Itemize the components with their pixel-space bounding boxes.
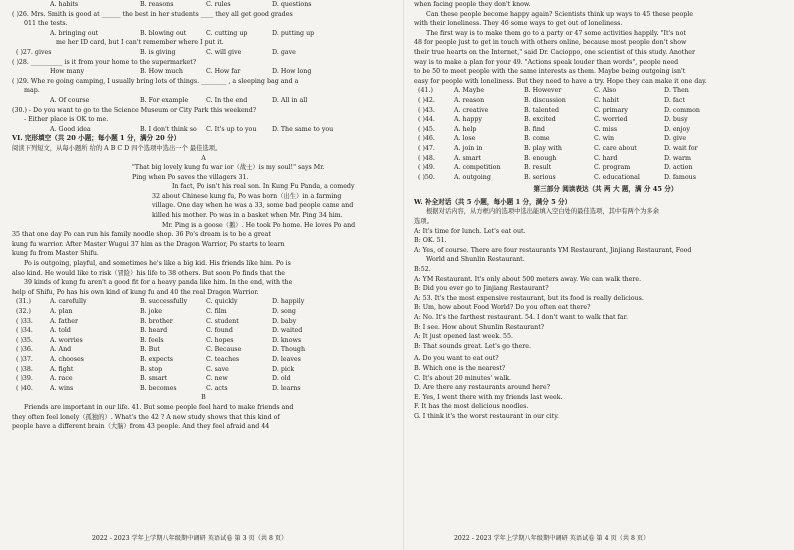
answer-option: E. Yes, I went there with my friends last week. xyxy=(414,393,563,401)
question-30-options: A. Good idea B. I don't think so C. It's up to you D. The same to you xyxy=(50,125,334,133)
question-30: (30.) - Do you want to go to the Science Museum or City Park this weekend? xyxy=(12,106,257,114)
passage-b: Friends are important in our life. 41. But some people feel hard to make friends and they often feel lonely（孤独的）. What's the 42 ? A new study shows that this kind of people have a different brain（大脑）from 43 people. And they feel afraid and 44 xyxy=(12,403,294,431)
question-row: (31.) A. carefully B. successfully C. quickly D. happily xyxy=(16,298,305,306)
answer-options-box xyxy=(414,354,794,421)
right-page xyxy=(414,0,794,550)
question-row: ( )44. A. happy B. excited C. worried D. busy xyxy=(418,116,688,124)
dialog: A: It's time for lunch. Let's eat out. B: OK. 51. A: Yes, of course. There are four restaurants YM Restaurant, Jinjiang Restaurant, Food World and Shunlin Restaurant. B:52. A: YM Restaurant. It's only about 500 meters away. We can walk there. B: Did you ever go to Jinjiang Restaurant? A: 53. It's the most expensive restaurant, but its food is really delicious. B: Um, how about Food World? Do you often eat there? A: No. It's the farthest restaurant. 54. I don't want to walk that far. B: I see. How about Shunlin Restaurant? A: It just opened last week. 55. B: That sounds great. Let's go there. xyxy=(414,227,692,350)
section-7-instructions-cont: 选项。 xyxy=(414,218,433,226)
answer-option: A. Do you want to eat out? xyxy=(414,355,499,363)
question-30-cont: - Either place is OK to me. xyxy=(24,116,109,124)
answer-option: G. I think it's the worst restaurant in our city. xyxy=(414,412,559,420)
section-6-instructions: 阅读下列短文，从每小题所 给的 A B C D 四个选项中选出一个 最佳选项。 xyxy=(12,144,222,152)
answer-option: F. It has the most delicious noodles. xyxy=(414,403,529,411)
page-footer: 2022 - 2023 学年上学期八年级期中调研 英语试卷 第 4 页（共 8 页） xyxy=(454,535,650,543)
question-row: ( )39. A. race B. smart C. new D. old xyxy=(16,375,291,383)
question-26-options: A. bringing out B. blowing out C. cutting up D. putting up xyxy=(50,29,315,37)
page-footer: 2022 - 2023 学年上学期八年级期中调研 英语试卷 第 3 页（共 8 页） xyxy=(92,535,288,543)
answer-option: C. It's about 20 minutes' walk. xyxy=(414,374,512,382)
question-row: ( )48. A. smart B. enough C. hard D. warm xyxy=(418,154,691,162)
answer-option: D. Are there any restaurants around here? xyxy=(414,384,551,392)
left-page xyxy=(12,0,395,550)
question-row: ( )43. A. creative B. talented C. primary D. common xyxy=(418,106,700,114)
question-row: ( )50. A. outgoing B. serious C. educational D. famous xyxy=(418,173,696,181)
question-row: ( )37. A. chooses B. expects C. teaches D. leaves xyxy=(16,355,301,363)
part-3-title: 第三部分 阅读表达（共 两 大 题，满 分 45 分） xyxy=(533,185,678,194)
question-26-cont: 011 the tests. xyxy=(24,20,68,28)
question-row: ( )36. A. And B. But C. Because D. Though xyxy=(16,346,306,354)
question-row: ( )38. A. fight B. stop C. save D. pick xyxy=(16,365,295,373)
passage-a: "That big lovely kung fu war ior（战士）is my soul!" says Mr. Ping when Po saves the villagers 31. In fact, Po isn't his real son. In Kung Fu Panda, a comedy 32 about Chinese kung fu, Po was born（出生）in a farming village. One day when he was a 33, some bad people came and killed his mother. Po was in a basket when Mr. Ping 34 him. Mr. Ping is a goose（鹅）. He took Po home. He loves Po and 35 that one day Po can run his family noodle shop. 36 Po's dream is to be a great kung fu warrior. After Master Wugui 37 him as the Dragon Warrior, Po starts to learn kung fu from Master Shifu. Po is outgoing, playful, and sometimes he's like a big kid. His friends like him. Po is also kind. He would like to risk（冒险）his life to 38 others. But soon Po finds that the 39 kinds of kung fu aren't a good fit for a heavy panda like him. In the end, with the help of Shifu, Po has his own kind of kung fu and 40 the real Dragon Warrior. xyxy=(12,164,356,296)
question-row: ( )46. A. lose B. come C. win D. give xyxy=(418,135,687,143)
answer-option: B. Which one is the nearest? xyxy=(414,364,506,372)
section-7-title: W. 补全对话（共 5 小题，每小题 1 分，满分 5 分） xyxy=(414,197,572,206)
question-row: ( )49. A. competition B. result C. program D. action xyxy=(418,164,693,172)
question-29-cont: map. xyxy=(24,87,40,95)
question-row: ( )34. A. told B. heard C. found D. waited xyxy=(16,327,303,335)
page-divider xyxy=(403,0,404,550)
question-28: ( )28. __________ is it from your home to the supermarket? xyxy=(12,58,197,66)
question-27-options: ( )27. gives B. is giving C. will give D. gave xyxy=(16,48,296,56)
question-row: ( )45. A. help B. find C. miss D. enjoy xyxy=(418,125,690,133)
question-row: (41.) A. Maybe B. However C. Also D. Then xyxy=(418,87,689,95)
question-row: ( )42. A. reason B. discussion C. habit D. fact xyxy=(418,96,685,104)
passage-a-label: A xyxy=(201,154,206,162)
question-row: (32.) A. plan B. joke C. film D. song xyxy=(16,308,296,315)
passage-b-continued: when facing people they don't know. Can these people become happy again? Scientists think up ways to 45 these people with their loneliness. They 46 some ways to get out of loneliness. The first way is to make them go to a party or 47 some activities happily. "It's not 48 for people just to get in touch with others online, because most people don't show their true hearts on the Internet," said Dr. Cacioppo, one scientist of this study. Another way is to make a plan for your 49. "Actions speak louder than words", people need to be 50 to meet people with the same interests as them. Maybe being outgoing isn't easy for people with loneliness. But they need to have a try. Hope they can make it one day. xyxy=(414,1,707,85)
question-row: ( )33. A. father B. brother C. student D. baby xyxy=(16,317,297,325)
section-6-title: VI. 完形填空（共 20 小题；每小题 1 分，满分 20 分） xyxy=(12,134,181,143)
question-29: ( )29. Whe re going camping, I usually bring lots of things. ________ , a sleeping bag and a xyxy=(12,77,299,85)
passage-b-questions xyxy=(414,86,794,182)
question-row: ( )35. A. worries B. feels C. hopes D. knows xyxy=(16,336,302,344)
question-29-options: A. Of course B. For example C. In the end D. All in all xyxy=(50,96,308,104)
question-row: ( )47. A. join in B. play with C. care about D. wait for xyxy=(418,144,698,152)
section-7-instructions: 根据对话内容，从方框内的选项中选出能填入空白处的最佳选项，其中有两个为多余 xyxy=(426,208,659,216)
question-options-row: A. habits B. reasons C. rules D. questions xyxy=(50,1,312,8)
question-27: me her ID card, but I can't remember where I put it. xyxy=(56,39,224,47)
passage-a-questions xyxy=(12,297,395,393)
passage-b-label: B xyxy=(201,394,206,402)
question-28-options: How many B. How much C. How far D. How long xyxy=(50,68,312,76)
question-row: ( )40. A. wins B. becomes C. acts D. learns xyxy=(16,384,301,392)
question-26: ( )26. Mrs. Smith is good at ______ the best in her students ____ they all get good grades xyxy=(12,10,293,18)
